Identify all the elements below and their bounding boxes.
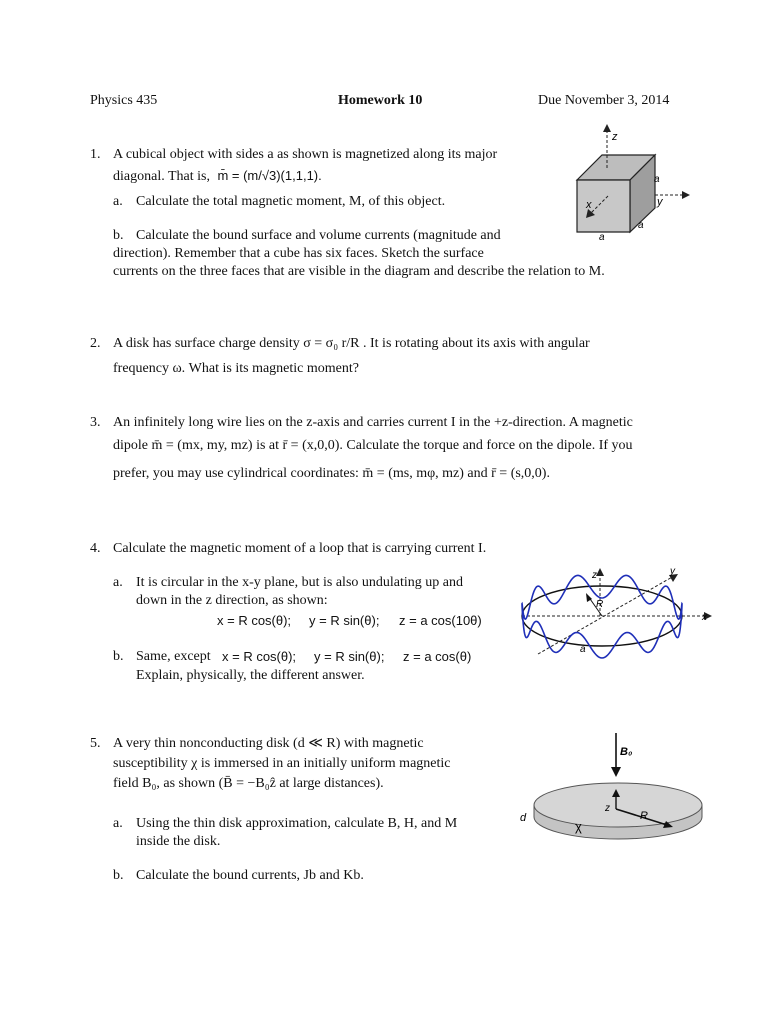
part-text: Calculate the bound currents, Jb and Kb. bbox=[136, 868, 364, 883]
z-axis-label: z bbox=[612, 131, 618, 143]
disk-diagram bbox=[512, 725, 712, 845]
x-axis-label: x bbox=[702, 612, 707, 623]
part-text: It is circular in the x-y plane, but is also undulating up and bbox=[136, 575, 463, 590]
side-label: a bbox=[654, 174, 660, 185]
x-axis-label: x bbox=[586, 199, 592, 211]
problem-number: 2. bbox=[90, 336, 101, 351]
part-text: currents on the three faces that are visible in the diagram and describe the relation to M. bbox=[113, 264, 605, 279]
problem-number: 3. bbox=[90, 415, 101, 430]
part-label: b. bbox=[113, 649, 124, 664]
problem-text: A very thin nonconducting disk (d ≪ R) with magnetic bbox=[113, 736, 424, 751]
problem-text: frequency ω. What is its magnetic moment? bbox=[113, 361, 359, 376]
equation: z = a cos(10θ) bbox=[399, 613, 482, 628]
due-date: Due November 3, 2014 bbox=[538, 93, 670, 108]
problem-text: A disk has surface charge density σ = σ₀ r/R . It is rotating about its axis with angular bbox=[113, 336, 590, 351]
z-axis-label: z bbox=[605, 803, 610, 814]
equation: x = R cos(θ); bbox=[217, 613, 292, 628]
part-text: Using the thin disk approximation, calculate B, H, and M bbox=[136, 816, 458, 831]
problem-text: An infinitely long wire lies on the z-axis and carries current I in the +z-direction. A magnetic bbox=[113, 415, 633, 430]
part-label: a. bbox=[113, 575, 123, 590]
problem-text: field B₀, as shown (B̄ = −B₀ẑ at large distances). bbox=[113, 776, 384, 791]
problem-text: susceptibility χ is immersed in an initially uniform magnetic bbox=[113, 756, 451, 771]
part-label: b. bbox=[113, 868, 124, 883]
part-label: b. bbox=[113, 228, 124, 243]
part-text: Same, except bbox=[136, 649, 211, 664]
b0-label: B₀ bbox=[620, 746, 633, 758]
course-name: Physics 435 bbox=[90, 93, 158, 108]
part-label: a. bbox=[113, 816, 123, 831]
part-text: inside the disk. bbox=[136, 834, 221, 849]
part-label: a. bbox=[113, 194, 123, 209]
side-label: a bbox=[599, 232, 605, 243]
equation: m̄ = (m/√3)(1,1,1). bbox=[217, 168, 322, 183]
y-axis-label: y bbox=[657, 196, 663, 208]
problem-number: 5. bbox=[90, 736, 101, 751]
part-text: Calculate the total magnetic moment, M, of this object. bbox=[136, 194, 446, 209]
side-label: a bbox=[638, 220, 644, 231]
part-text: down in the z direction, as shown: bbox=[136, 593, 328, 608]
cube-diagram bbox=[560, 120, 700, 245]
problem-text: dipole m̄ = (mx, my, mz) is at r̄ = (x,0,0). Calculate the torque and force on the dipole. If you bbox=[113, 438, 633, 453]
equation: x = R cos(θ); bbox=[222, 649, 297, 664]
amplitude-label: a bbox=[580, 644, 586, 655]
thickness-label: d bbox=[520, 812, 527, 824]
equation: y = R sin(θ); bbox=[309, 613, 380, 628]
y-axis-label: y bbox=[670, 566, 675, 577]
loop-diagram bbox=[518, 562, 728, 662]
part-text: direction). Remember that a cube has six faces. Sketch the surface bbox=[113, 246, 484, 261]
equation: y = R sin(θ); bbox=[314, 649, 385, 664]
problem-text: prefer, you may use cylindrical coordinates: m̄ = (ms, mφ, mz) and r̄ = (s,0,0). bbox=[113, 466, 550, 481]
radius-label: R bbox=[640, 810, 648, 822]
equation: z = a cos(θ) bbox=[403, 649, 472, 664]
problem-number: 4. bbox=[90, 541, 101, 556]
z-axis-label: z bbox=[592, 570, 597, 581]
problem-text: diagonal. That is, m̄ = (m/√3)(1,1,1). bbox=[113, 168, 322, 184]
problem-text: Calculate the magnetic moment of a loop that is carrying current I. bbox=[113, 541, 487, 556]
problem-text: A cubical object with sides a as shown is magnetized along its major bbox=[113, 147, 498, 162]
part-text: Calculate the bound surface and volume currents (magnitude and bbox=[136, 228, 501, 243]
homework-title: Homework 10 bbox=[338, 93, 423, 108]
part-text: Explain, physically, the different answer. bbox=[136, 668, 365, 683]
chi-label: χ bbox=[575, 819, 582, 834]
problem-number: 1. bbox=[90, 147, 101, 162]
radius-label: R bbox=[596, 599, 604, 610]
